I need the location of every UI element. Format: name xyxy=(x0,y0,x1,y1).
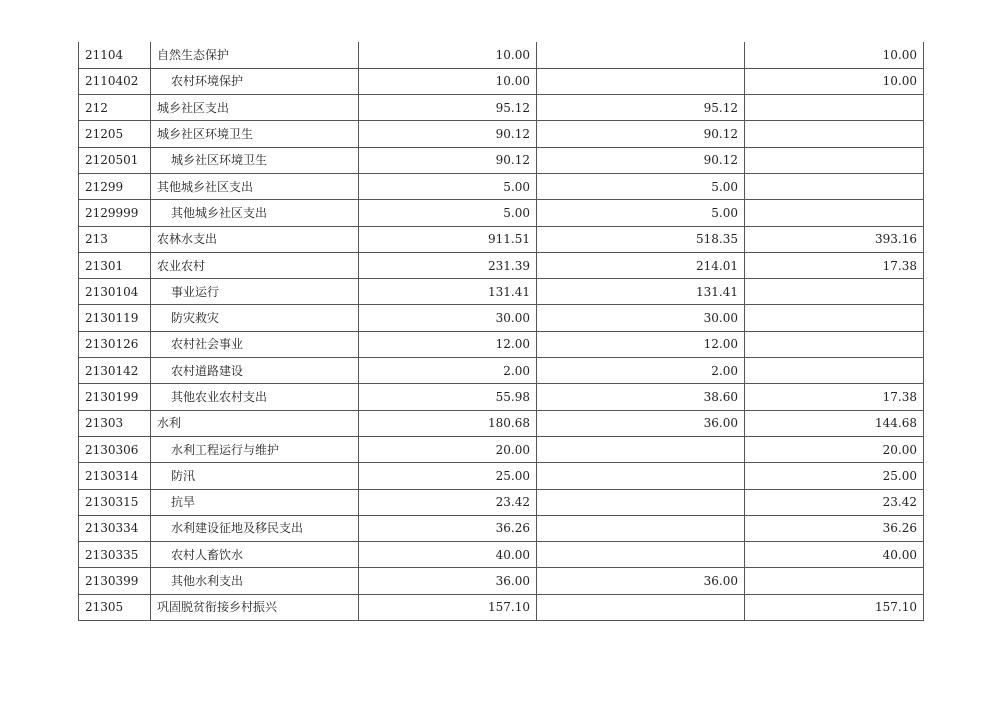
row-basic-cell: 518.35 xyxy=(537,226,745,252)
row-total-cell: 131.41 xyxy=(359,279,537,305)
table-row xyxy=(79,358,924,384)
row-basic-cell xyxy=(537,68,745,94)
row-total-cell: 2.00 xyxy=(359,358,537,384)
row-total-cell: 180.68 xyxy=(359,410,537,436)
row-basic-cell: 36.00 xyxy=(537,568,745,594)
row-project-cell: 20.00 xyxy=(745,436,924,462)
row-code-cell: 2130314 xyxy=(79,463,151,489)
row-basic-cell: 214.01 xyxy=(537,252,745,278)
table-row xyxy=(79,173,924,199)
row-project-cell xyxy=(745,331,924,357)
row-project-cell: 25.00 xyxy=(745,463,924,489)
row-total-cell: 95.12 xyxy=(359,95,537,121)
row-code-cell: 2130199 xyxy=(79,384,151,410)
row-name-cell: 农林水支出 xyxy=(151,226,359,252)
row-total-cell: 36.26 xyxy=(359,515,537,541)
row-total-cell: 5.00 xyxy=(359,173,537,199)
row-total-cell: 55.98 xyxy=(359,384,537,410)
row-code-cell: 2130119 xyxy=(79,305,151,331)
row-code-cell: 2130142 xyxy=(79,358,151,384)
row-name-cell: 城乡社区环境卫生 xyxy=(151,121,359,147)
row-project-cell xyxy=(745,121,924,147)
row-project-cell xyxy=(745,147,924,173)
row-project-cell xyxy=(745,173,924,199)
row-code-cell: 21104 xyxy=(79,42,151,68)
table-row xyxy=(79,542,924,568)
row-total-cell: 30.00 xyxy=(359,305,537,331)
row-total-cell: 10.00 xyxy=(359,42,537,68)
row-basic-cell xyxy=(537,594,745,620)
row-project-cell: 157.10 xyxy=(745,594,924,620)
table-row xyxy=(79,410,924,436)
row-project-cell xyxy=(745,568,924,594)
row-name-cell: 其他农业农村支出 xyxy=(151,384,359,410)
table-row xyxy=(79,200,924,226)
table-row xyxy=(79,515,924,541)
row-code-cell: 21305 xyxy=(79,594,151,620)
row-project-cell: 17.38 xyxy=(745,252,924,278)
row-basic-cell: 95.12 xyxy=(537,95,745,121)
row-basic-cell: 36.00 xyxy=(537,410,745,436)
row-project-cell: 393.16 xyxy=(745,226,924,252)
row-name-cell: 抗旱 xyxy=(151,489,359,515)
row-name-cell: 事业运行 xyxy=(151,279,359,305)
row-code-cell: 21299 xyxy=(79,173,151,199)
row-project-cell: 17.38 xyxy=(745,384,924,410)
row-project-cell xyxy=(745,358,924,384)
table-row xyxy=(79,95,924,121)
row-project-cell: 40.00 xyxy=(745,542,924,568)
row-code-cell: 2130334 xyxy=(79,515,151,541)
row-total-cell: 5.00 xyxy=(359,200,537,226)
row-basic-cell xyxy=(537,42,745,68)
row-name-cell: 农村道路建设 xyxy=(151,358,359,384)
row-total-cell: 36.00 xyxy=(359,568,537,594)
row-name-cell: 农村社会事业 xyxy=(151,331,359,357)
row-code-cell: 2130306 xyxy=(79,436,151,462)
row-name-cell: 防灾救灾 xyxy=(151,305,359,331)
table-row xyxy=(79,68,924,94)
row-basic-cell xyxy=(537,463,745,489)
row-name-cell: 巩固脱贫衔接乡村振兴 xyxy=(151,594,359,620)
budget-table xyxy=(78,42,924,621)
row-code-cell: 2130104 xyxy=(79,279,151,305)
row-basic-cell xyxy=(537,489,745,515)
row-total-cell: 157.10 xyxy=(359,594,537,620)
table-row xyxy=(79,594,924,620)
row-total-cell: 90.12 xyxy=(359,147,537,173)
row-name-cell: 其他城乡社区支出 xyxy=(151,200,359,226)
row-basic-cell: 12.00 xyxy=(537,331,745,357)
table-row xyxy=(79,147,924,173)
row-project-cell: 10.00 xyxy=(745,68,924,94)
row-code-cell: 212 xyxy=(79,95,151,121)
row-name-cell: 防汛 xyxy=(151,463,359,489)
row-name-cell: 城乡社区环境卫生 xyxy=(151,147,359,173)
row-project-cell xyxy=(745,95,924,121)
table-row xyxy=(79,331,924,357)
table-row xyxy=(79,226,924,252)
row-basic-cell: 5.00 xyxy=(537,173,745,199)
row-basic-cell: 38.60 xyxy=(537,384,745,410)
row-project-cell: 23.42 xyxy=(745,489,924,515)
row-name-cell: 农村环境保护 xyxy=(151,68,359,94)
row-basic-cell: 2.00 xyxy=(537,358,745,384)
row-basic-cell: 131.41 xyxy=(537,279,745,305)
table-row xyxy=(79,568,924,594)
row-total-cell: 23.42 xyxy=(359,489,537,515)
row-total-cell: 25.00 xyxy=(359,463,537,489)
row-code-cell: 2130399 xyxy=(79,568,151,594)
table-row xyxy=(79,305,924,331)
row-basic-cell: 30.00 xyxy=(537,305,745,331)
row-project-cell xyxy=(745,305,924,331)
row-total-cell: 20.00 xyxy=(359,436,537,462)
row-code-cell: 213 xyxy=(79,226,151,252)
row-name-cell: 水利 xyxy=(151,410,359,436)
row-name-cell: 城乡社区支出 xyxy=(151,95,359,121)
table-row xyxy=(79,42,924,68)
row-project-cell: 144.68 xyxy=(745,410,924,436)
table-row xyxy=(79,121,924,147)
row-project-cell: 36.26 xyxy=(745,515,924,541)
row-project-cell xyxy=(745,200,924,226)
row-code-cell: 2130126 xyxy=(79,331,151,357)
table-row xyxy=(79,463,924,489)
table-body xyxy=(79,42,924,621)
row-basic-cell xyxy=(537,542,745,568)
row-code-cell: 21301 xyxy=(79,252,151,278)
row-project-cell xyxy=(745,279,924,305)
row-name-cell: 农村人畜饮水 xyxy=(151,542,359,568)
row-code-cell: 2129999 xyxy=(79,200,151,226)
row-code-cell: 2130335 xyxy=(79,542,151,568)
row-name-cell: 水利建设征地及移民支出 xyxy=(151,515,359,541)
row-name-cell: 自然生态保护 xyxy=(151,42,359,68)
row-name-cell: 其他水利支出 xyxy=(151,568,359,594)
row-basic-cell: 90.12 xyxy=(537,121,745,147)
table-row xyxy=(79,279,924,305)
row-basic-cell: 90.12 xyxy=(537,147,745,173)
row-basic-cell xyxy=(537,515,745,541)
row-basic-cell: 5.00 xyxy=(537,200,745,226)
row-name-cell: 农业农村 xyxy=(151,252,359,278)
row-name-cell: 水利工程运行与维护 xyxy=(151,436,359,462)
table-row xyxy=(79,252,924,278)
row-total-cell: 10.00 xyxy=(359,68,537,94)
row-code-cell: 2130315 xyxy=(79,489,151,515)
row-code-cell: 2110402 xyxy=(79,68,151,94)
row-code-cell: 21303 xyxy=(79,410,151,436)
row-total-cell: 40.00 xyxy=(359,542,537,568)
row-total-cell: 90.12 xyxy=(359,121,537,147)
table-row xyxy=(79,489,924,515)
row-total-cell: 12.00 xyxy=(359,331,537,357)
row-code-cell: 2120501 xyxy=(79,147,151,173)
row-code-cell: 21205 xyxy=(79,121,151,147)
table-row xyxy=(79,384,924,410)
row-total-cell: 911.51 xyxy=(359,226,537,252)
row-name-cell: 其他城乡社区支出 xyxy=(151,173,359,199)
table-row xyxy=(79,436,924,462)
row-project-cell: 10.00 xyxy=(745,42,924,68)
row-basic-cell xyxy=(537,436,745,462)
row-total-cell: 231.39 xyxy=(359,252,537,278)
